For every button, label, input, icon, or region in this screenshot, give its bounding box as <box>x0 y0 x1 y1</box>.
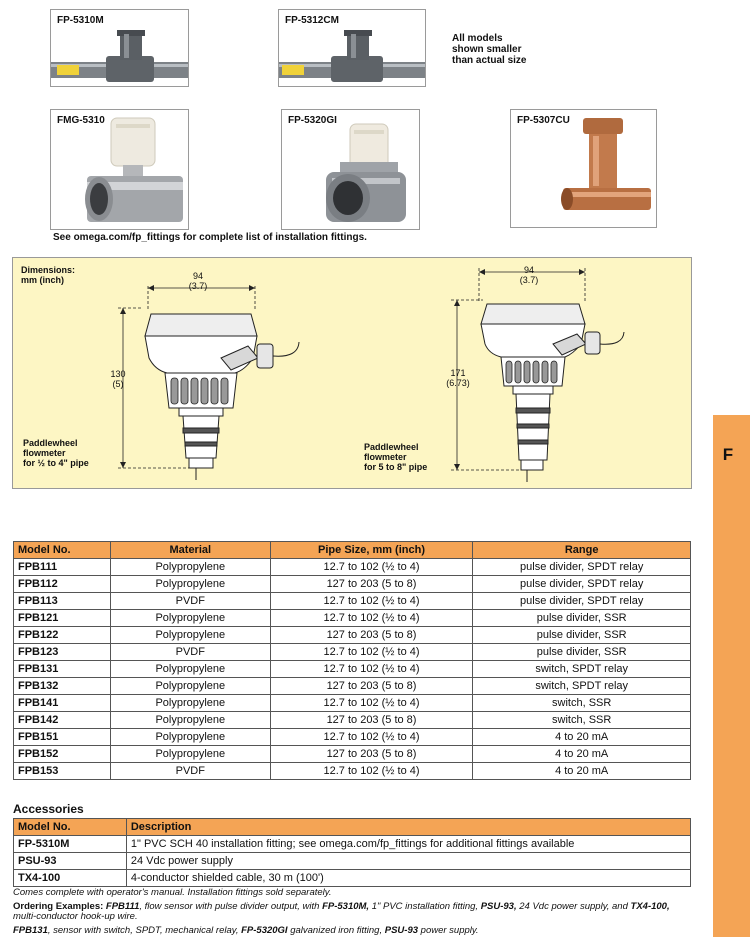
material-cell: Polypropylene <box>110 712 270 729</box>
photo-label: FMG-5310 <box>57 115 105 126</box>
table-row <box>14 627 691 644</box>
material-cell: PVDF <box>110 593 270 610</box>
caption-line: for ½ to 4" pipe <box>23 458 89 468</box>
example-text-segment: , sensor with switch, SPDT, mechanical relay, <box>47 925 242 936</box>
caption-line: flowmeter <box>364 452 407 462</box>
material-cell: PVDF <box>110 644 270 661</box>
fittings-note: See omega.com/fp_fittings for complete list of installation fittings. <box>53 232 367 243</box>
col-header: Material <box>110 542 270 559</box>
photo-fp-5307cu <box>510 109 657 228</box>
model-cell: FPB111 <box>14 559 111 576</box>
dimensions-diagram <box>12 257 692 489</box>
range-cell: switch, SPDT relay <box>473 678 691 695</box>
size-note-line: than actual size <box>452 55 527 66</box>
pipe-size-cell: 127 to 203 (5 to 8) <box>270 746 473 763</box>
material-cell: Polypropylene <box>110 729 270 746</box>
model-cell: PSU-93 <box>14 853 127 870</box>
dimension-value: 171 <box>450 368 466 378</box>
material-cell: Polypropylene <box>110 746 270 763</box>
dimension-value: 130 <box>110 369 126 379</box>
pipe-size-cell: 12.7 to 102 (½ to 4) <box>270 644 473 661</box>
table-row <box>14 853 691 870</box>
photo-label: FP-5312CM <box>285 15 339 26</box>
col-header: Description <box>126 819 690 836</box>
section-tab <box>713 415 750 937</box>
stainless-fitting-image <box>51 110 188 229</box>
dimension-value: 94 <box>523 265 534 275</box>
example-text-segment: 1" PVC installation fitting, <box>369 901 481 912</box>
model-cell: FPB132 <box>14 678 111 695</box>
photo-fp-5320gi <box>281 109 420 230</box>
example-text <box>13 901 670 922</box>
table-row <box>14 729 691 746</box>
example-text <box>13 925 479 936</box>
material-cell: PVDF <box>110 763 270 780</box>
photo-label: FP-5310M <box>57 15 104 26</box>
photo-fp-5312cm <box>278 9 426 87</box>
right-height-label <box>438 368 478 388</box>
range-cell: 4 to 20 mA <box>473 763 691 780</box>
range-cell: switch, SSR <box>473 695 691 712</box>
photo-label: FP-5320GI <box>288 115 337 126</box>
material-cell: Polypropylene <box>110 695 270 712</box>
table-row <box>14 763 691 780</box>
material-cell: Polypropylene <box>110 576 270 593</box>
accessories-table <box>13 818 691 887</box>
table-row <box>14 870 691 887</box>
table-header-row <box>14 542 691 559</box>
ordering-examples-label: Ordering Examples: <box>13 901 104 912</box>
dimensions-title-line: mm (inch) <box>21 275 65 285</box>
model-cell: FPB131 <box>14 661 111 678</box>
range-cell: switch, SSR <box>473 712 691 729</box>
pipe-size-cell: 12.7 to 102 (½ to 4) <box>270 559 473 576</box>
caption-line: Paddlewheel <box>23 438 78 448</box>
model-cell: FPB123 <box>14 644 111 661</box>
example-text-segment: 24 Vdc power supply, and <box>516 901 631 912</box>
material-cell: Polypropylene <box>110 559 270 576</box>
example-part-number: FP-5310M, <box>322 901 370 912</box>
example-part-number: FP-5320GI <box>241 925 288 936</box>
range-cell: pulse divider, SSR <box>473 644 691 661</box>
model-cell: FPB152 <box>14 746 111 763</box>
material-cell: Polypropylene <box>110 678 270 695</box>
table-row <box>14 836 691 853</box>
size-note-line: All models <box>452 33 503 44</box>
right-width-label <box>514 265 544 285</box>
section-tab-letter: F <box>722 445 734 464</box>
model-cell: FPB141 <box>14 695 111 712</box>
range-cell: 4 to 20 mA <box>473 729 691 746</box>
col-header: Pipe Size, mm (inch) <box>270 542 473 559</box>
model-cell: TX4-100 <box>14 870 127 887</box>
col-header: Model No. <box>14 542 111 559</box>
left-height-label <box>103 369 133 389</box>
example-part-number: TX4-100, <box>630 901 670 912</box>
model-cell: FP-5310M <box>14 836 127 853</box>
example-text-segment: power supply. <box>418 925 479 936</box>
model-cell: FPB112 <box>14 576 111 593</box>
range-cell: pulse divider, SPDT relay <box>473 593 691 610</box>
pipe-size-cell: 127 to 203 (5 to 8) <box>270 678 473 695</box>
dimension-value: (3.7) <box>519 275 539 285</box>
model-cell: FPB121 <box>14 610 111 627</box>
col-header: Range <box>473 542 691 559</box>
pipe-size-cell: 12.7 to 102 (½ to 4) <box>270 695 473 712</box>
material-cell: Polypropylene <box>110 610 270 627</box>
range-cell: pulse divider, SPDT relay <box>473 559 691 576</box>
model-cell: FPB113 <box>14 593 111 610</box>
pipe-size-cell: 12.7 to 102 (½ to 4) <box>270 661 473 678</box>
size-note <box>452 33 526 66</box>
photo-label: FP-5307CU <box>517 115 570 126</box>
left-caption <box>23 438 89 468</box>
table-row <box>14 746 691 763</box>
pipe-size-cell: 12.7 to 102 (½ to 4) <box>270 763 473 780</box>
description-cell: 1" PVC SCH 40 installation fitting; see omega.com/fp_fittings for additional fittings available <box>126 836 690 853</box>
photo-fp-5310m <box>50 9 189 87</box>
model-cell: FPB153 <box>14 763 111 780</box>
material-cell: Polypropylene <box>110 627 270 644</box>
dimension-value: (3.7) <box>188 281 208 291</box>
footnote-example-2 <box>13 926 693 936</box>
range-cell: switch, SPDT relay <box>473 661 691 678</box>
pipe-size-cell: 12.7 to 102 (½ to 4) <box>270 593 473 610</box>
table-row <box>14 695 691 712</box>
accessories-title: Accessories <box>13 802 84 816</box>
table-row <box>14 576 691 593</box>
photo-fmg-5310 <box>50 109 189 230</box>
copper-fitting-image <box>511 110 656 227</box>
pipe-size-cell: 12.7 to 102 (½ to 4) <box>270 610 473 627</box>
example-text-segment: , flow sensor with pulse divider output, with <box>139 901 323 912</box>
dimension-value: 94 <box>192 271 203 281</box>
caption-line: Paddlewheel <box>364 442 419 452</box>
dimensions-title-line: Dimensions: <box>21 265 76 275</box>
example-part-number: FPB131 <box>13 925 48 936</box>
model-cell: FPB122 <box>14 627 111 644</box>
table-row <box>14 644 691 661</box>
pipe-size-cell: 127 to 203 (5 to 8) <box>270 627 473 644</box>
table-header-row <box>14 819 691 836</box>
caption-line: for 5 to 8" pipe <box>364 462 428 472</box>
pipe-size-cell: 12.7 to 102 (½ to 4) <box>270 729 473 746</box>
model-cell: FPB151 <box>14 729 111 746</box>
table-row <box>14 559 691 576</box>
range-cell: pulse divider, SPDT relay <box>473 576 691 593</box>
pipe-size-cell: 127 to 203 (5 to 8) <box>270 576 473 593</box>
table-row <box>14 678 691 695</box>
left-width-label <box>183 271 213 291</box>
model-cell: FPB142 <box>14 712 111 729</box>
pipe-size-cell: 127 to 203 (5 to 8) <box>270 712 473 729</box>
range-cell: pulse divider, SSR <box>473 627 691 644</box>
footnote-example-1 <box>13 902 693 922</box>
dimension-value: (6.73) <box>446 378 470 388</box>
example-text-segment: multi-conductor hook-up wire. <box>13 911 138 922</box>
col-header: Model No. <box>14 819 127 836</box>
size-note-line: shown smaller <box>452 44 522 55</box>
galvanized-fitting-image <box>282 110 419 229</box>
table-row <box>14 661 691 678</box>
range-cell: 4 to 20 mA <box>473 746 691 763</box>
example-part-number: PSU-93, <box>480 901 517 912</box>
caption-line: flowmeter <box>23 448 66 458</box>
example-part-number: FPB111 <box>105 901 140 912</box>
description-cell: 4-conductor shielded cable, 30 m (100') <box>126 870 690 887</box>
dimension-value: (5) <box>112 379 124 389</box>
table-row <box>14 712 691 729</box>
example-part-number: PSU-93 <box>384 925 419 936</box>
right-caption <box>364 442 427 472</box>
footnote-manual: Comes complete with operator's manual. Installation fittings sold separately. <box>13 887 332 898</box>
table-row <box>14 593 691 610</box>
material-cell: Polypropylene <box>110 661 270 678</box>
table-row <box>14 610 691 627</box>
description-cell: 24 Vdc power supply <box>126 853 690 870</box>
models-table <box>13 541 691 780</box>
range-cell: pulse divider, SSR <box>473 610 691 627</box>
example-text-segment: galvanized iron fitting, <box>287 925 385 936</box>
